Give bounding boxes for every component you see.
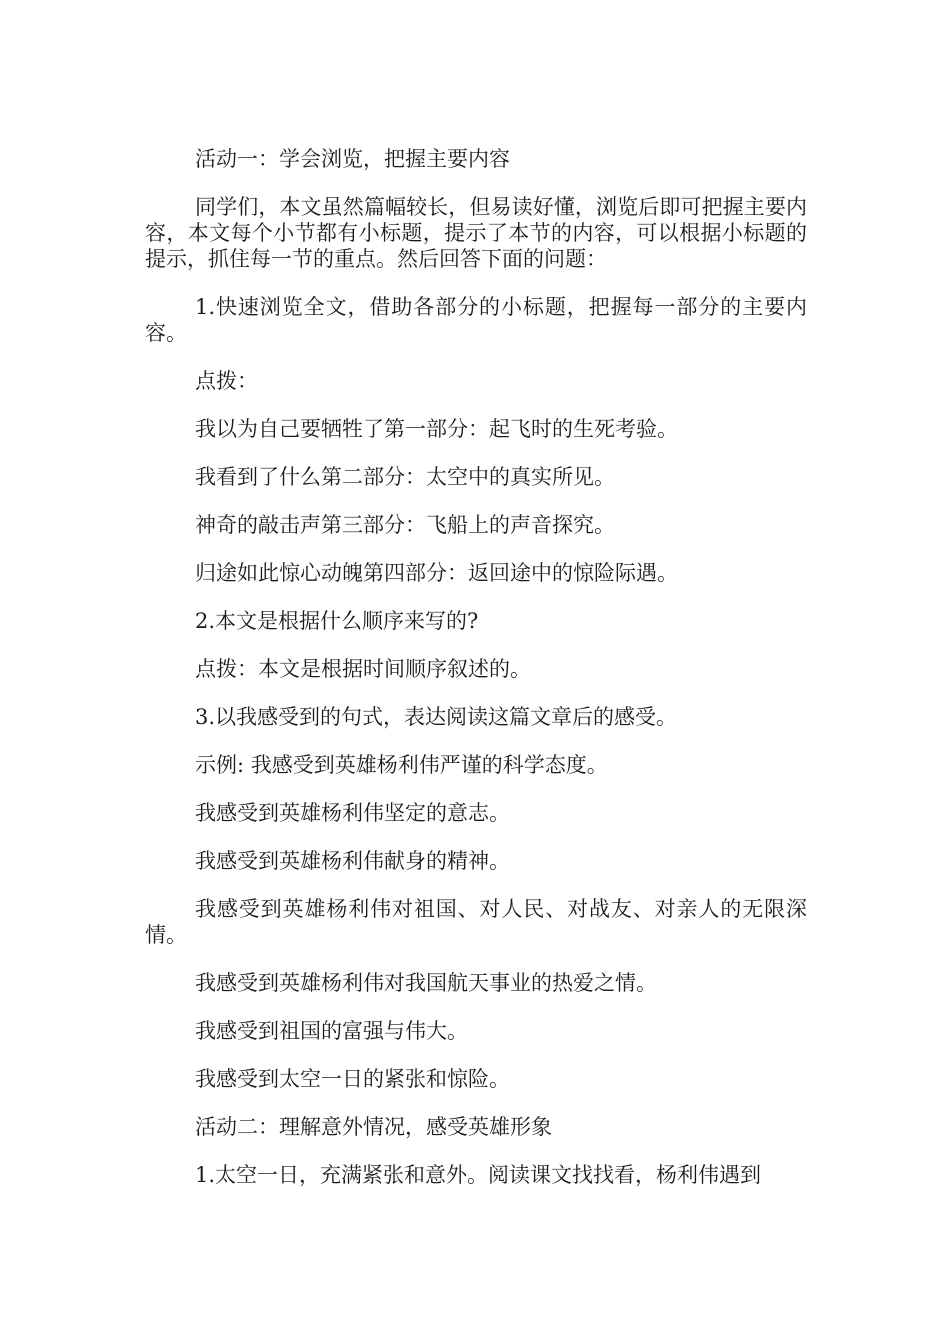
part-four-summary: 归途如此惊心动魄第四部分：返回途中的惊险际遇。 <box>195 561 678 585</box>
example-feeling-7: 我感受到太空一日的紧张和惊险。 <box>195 1067 510 1091</box>
example-feeling-5: 我感受到英雄杨利伟对我国航天事业的热爱之情。 <box>195 971 657 995</box>
example-feeling-4: 我感受到英雄杨利伟对祖国、对人民、对战友、对亲人的无限深情。 <box>145 897 807 947</box>
part-two-summary: 我看到了什么第二部分：太空中的真实所见。 <box>195 465 615 489</box>
example-feeling-2: 我感受到英雄杨利伟坚定的意志。 <box>195 801 510 825</box>
part-three-summary: 神奇的敲击声第三部分：飞船上的声音探究。 <box>195 513 615 537</box>
hint-label: 点拨： <box>195 369 258 393</box>
activity-one-heading: 活动一：学会浏览，把握主要内容 <box>195 147 510 171</box>
example-feeling-3: 我感受到英雄杨利伟献身的精神。 <box>195 849 510 873</box>
part-one-summary: 我以为自己要牺牲了第一部分：起飞时的生死考验。 <box>195 417 678 441</box>
activity-two-heading: 活动二：理解意外情况，感受英雄形象 <box>195 1115 552 1139</box>
question-3: 3.以我感受到的句式，表达阅读这篇文章后的感受。 <box>195 705 678 729</box>
question-2-hint: 点拨：本文是根据时间顺序叙述的。 <box>195 657 531 681</box>
document-body <box>145 146 807 1210</box>
question-1: 1.快速浏览全文，借助各部分的小标题，把握每一部分的主要内容。 <box>145 295 807 345</box>
example-feeling-6: 我感受到祖国的富强与伟大。 <box>195 1019 468 1043</box>
activity-two-question-1: 1.太空一日，充满紧张和意外。阅读课文找找看，杨利伟遇到 <box>195 1163 762 1187</box>
question-2: 2.本文是根据什么顺序来写的? <box>195 609 479 633</box>
intro-paragraph: 同学们，本文虽然篇幅较长，但易读好懂，浏览后即可把握主要内容，本文每个小节都有小标题，提示了本节的内容，可以根据小标题的提示，抓住每一节的重点。然后回答下面的问题： <box>145 195 807 271</box>
example-feeling-1: 示例: 我感受到英雄杨利伟严谨的科学态度。 <box>195 753 608 777</box>
